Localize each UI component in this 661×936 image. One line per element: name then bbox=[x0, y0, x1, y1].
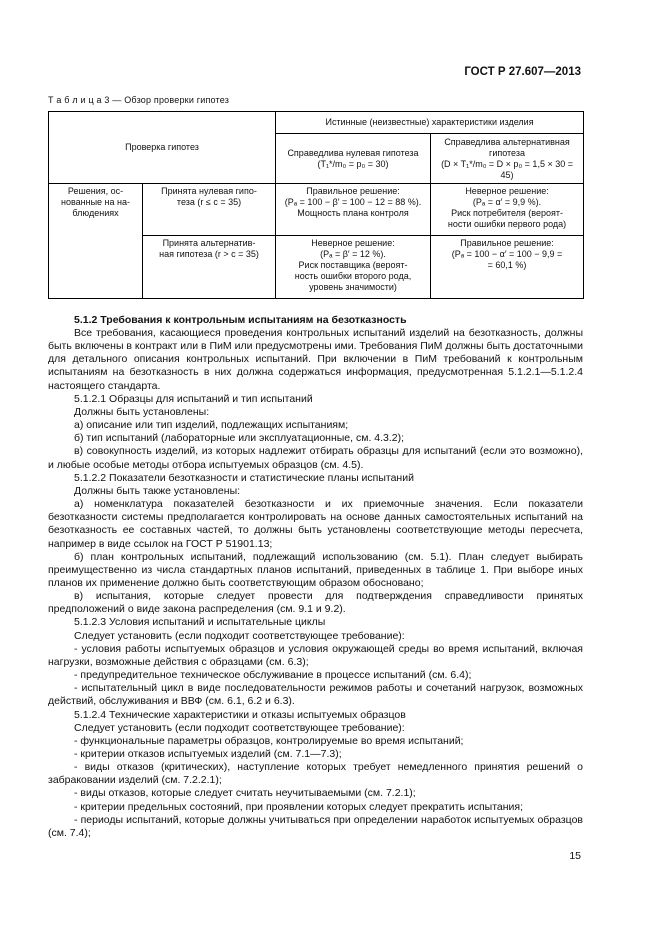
body-text bbox=[48, 327, 583, 840]
list-item: - виды отказов, которые следует считать неучитываемыми (см. 7.2.1); bbox=[74, 787, 416, 800]
section-title: 5.1.2 Требования к контрольным испытаниям на безотказность bbox=[74, 314, 407, 326]
header-hypothesis-check: Проверка гипотез bbox=[49, 112, 276, 184]
cell-line: уровень значимости) bbox=[309, 282, 397, 292]
row2-label-line: ная гипотеза (r > c = 35) bbox=[159, 249, 259, 259]
paragraph: Все требования, касающиеся проведения контрольных испытаний изделий на безотказность, должны быть включены в контракт или в ПиМ или предусмотрены ими. Требования ПиМ должны быть достаточными для детального описания контрольных испытаний. При включении в ПиМ требований к контрольным испытаниям на безотказность в них должна содержаться информация, предусмотренная 5.1.2.1—5.1.2.4 настоящего стандарта. bbox=[48, 327, 583, 392]
subsection-title: 5.1.2.2 Показатели безотказности и статистические планы испытаний bbox=[74, 471, 414, 484]
list-item: б) план контрольных испытаний, подлежащий использованию (см. 5.1). План следует выбирать преимущественно из числа стандартных планов испытаний, приведенных в таблице 1. При выборе иных планов их применение должно быть соответствующим образом обосновано; bbox=[48, 550, 583, 589]
header-null-hypothesis bbox=[276, 134, 431, 184]
list-item: - функциональные параметры образцов, контролируемые во время испытаний; bbox=[74, 734, 464, 747]
row2-alt-cell bbox=[431, 236, 584, 299]
header-true-characteristics: Истинные (неизвестные) характеристики изделия bbox=[276, 112, 584, 134]
list-item: в) совокупность изделий, из которых надлежит отбирать образцы для испытаний (если это возможно), и любые особые методы отбора испытуемых образцов (см. 4.5). bbox=[48, 445, 583, 471]
list-item: - предупредительное техническое обслуживание в процессе испытаний (см. 6.4); bbox=[74, 669, 472, 682]
cell-line: Мощность плана контроля bbox=[297, 208, 409, 218]
table-caption: Т а б л и ц а 3 — Обзор проверки гипотез bbox=[48, 95, 230, 105]
cell-line: Правильное решение: bbox=[460, 238, 554, 248]
subsection-title: 5.1.2.3 Условия испытаний и испытательные циклы bbox=[74, 616, 326, 629]
header-null-line: Справедлива нулевая гипотеза bbox=[287, 147, 419, 158]
paragraph: Должны быть также установлены: bbox=[74, 484, 241, 497]
cell-line: (Pₐ = α′ = 9,9 %). bbox=[472, 197, 542, 207]
cell-line: Неверное решение: bbox=[311, 238, 395, 248]
table-row bbox=[49, 184, 584, 236]
table-header-row bbox=[49, 112, 584, 134]
list-item: б) тип испытаний (лабораторные или эксплуатационные, см. 4.3.2); bbox=[74, 432, 405, 445]
row2-label-line: Принята альтернатив- bbox=[162, 238, 256, 248]
row-label-decisions bbox=[49, 184, 143, 299]
row1-label bbox=[143, 184, 276, 236]
header-alt-line: Справедлива альтернативная bbox=[444, 136, 570, 147]
row1-label-line: теза (r ≤ c = 35) bbox=[176, 197, 242, 207]
cell-line: Неверное решение: bbox=[465, 186, 549, 196]
cell-line: ности ошибки первого рода) bbox=[447, 219, 567, 229]
cell-line: ность ошибки второго рода, bbox=[294, 271, 412, 281]
header-alt-line: (D × T₁*/m₀ = D × p₀ = 1,5 × 30 = 45) bbox=[441, 158, 573, 180]
list-item: - условия работы испытуемых образцов и условия окружающей среды во время испытаний, включая нагрузки, возможные действия с образцами (см. 6.3); bbox=[48, 642, 583, 668]
header-null-line: (T₁*/m₀ = p₀ = 30) bbox=[317, 158, 389, 169]
subsection-title: 5.1.2.1 Образцы для испытаний и тип испытаний bbox=[74, 392, 313, 405]
cell-line: Риск поставщика (вероят- bbox=[298, 260, 408, 270]
cell-line: Правильное решение: bbox=[306, 186, 400, 196]
row-label-line: Решения, ос- bbox=[67, 186, 124, 196]
hypothesis-table bbox=[48, 111, 584, 299]
row2-null-cell bbox=[276, 236, 431, 299]
list-item: - виды отказов (критических), наступление которых требует немедленного принятия решений о забраковании изделий (см. 7.2.2.1); bbox=[48, 761, 583, 787]
header-alt-line: гипотеза bbox=[489, 147, 525, 158]
cell-line: (Pₐ = β′ = 12 %). bbox=[320, 249, 386, 259]
row-label-line: блюдениях bbox=[72, 208, 119, 218]
row1-alt-cell bbox=[431, 184, 584, 236]
paragraph: Следует установить (если подходит соответствующее требование): bbox=[74, 721, 405, 734]
subsection-title: 5.1.2.4 Технические характеристики и отказы испытуемых образцов bbox=[74, 708, 406, 721]
row1-label-line: Принята нулевая гипо- bbox=[161, 186, 257, 196]
list-item: - испытательный цикл в виде последовательности режимов работы и сочетаний нагрузок, возможных действий, обслуживания и ВВФ (см. 6.1, 6.2 и 6.3). bbox=[48, 682, 583, 708]
list-item: - критерии отказов испытуемых изделий (см. 7.1—7.3); bbox=[74, 748, 342, 760]
row-label-line: нованные на на- bbox=[60, 197, 131, 207]
cell-line: (Pₐ = 100 − α′ = 100 − 9,9 = bbox=[451, 249, 563, 259]
cell-line: (Pₐ = 100 − β′ = 100 − 12 = 88 %). bbox=[284, 197, 422, 207]
list-item: а) описание или тип изделий, подлежащих испытаниям; bbox=[74, 419, 349, 432]
page-number: 15 bbox=[569, 850, 581, 862]
header-alt-hypothesis bbox=[431, 134, 584, 184]
paragraph: Должны быть установлены: bbox=[74, 405, 210, 418]
document-id: ГОСТ Р 27.607—2013 bbox=[464, 66, 581, 78]
list-item: в) испытания, которые следует провести для подтверждения справедливости принятых предположений о виде закона распределения (см. 9.1 и 9.2). bbox=[48, 590, 583, 616]
row1-null-cell bbox=[276, 184, 431, 236]
cell-line: Риск потребителя (вероят- bbox=[451, 208, 563, 218]
cell-line: = 60,1 %) bbox=[487, 260, 527, 270]
row2-label bbox=[143, 236, 276, 299]
list-item: а) номенклатура показателей безотказности и их приемочные значения. Если показатели безотказности системы предполагается контролировать на основе данных самостоятельных испытаний на безотказность ее составных частей, то должны быть установлены соответствующие методы пересчета, например в виде ссылок на ГОСТ Р 51901.13; bbox=[48, 498, 583, 550]
list-item: - критерии предельных состояний, при проявлении которых следует прекратить испытания; bbox=[74, 800, 524, 813]
paragraph: Следует установить (если подходит соответствующее требование): bbox=[74, 629, 405, 642]
list-item: - периоды испытаний, которые должны учитываться при определении наработок испытуемых образцов (см. 7.4); bbox=[48, 813, 583, 839]
